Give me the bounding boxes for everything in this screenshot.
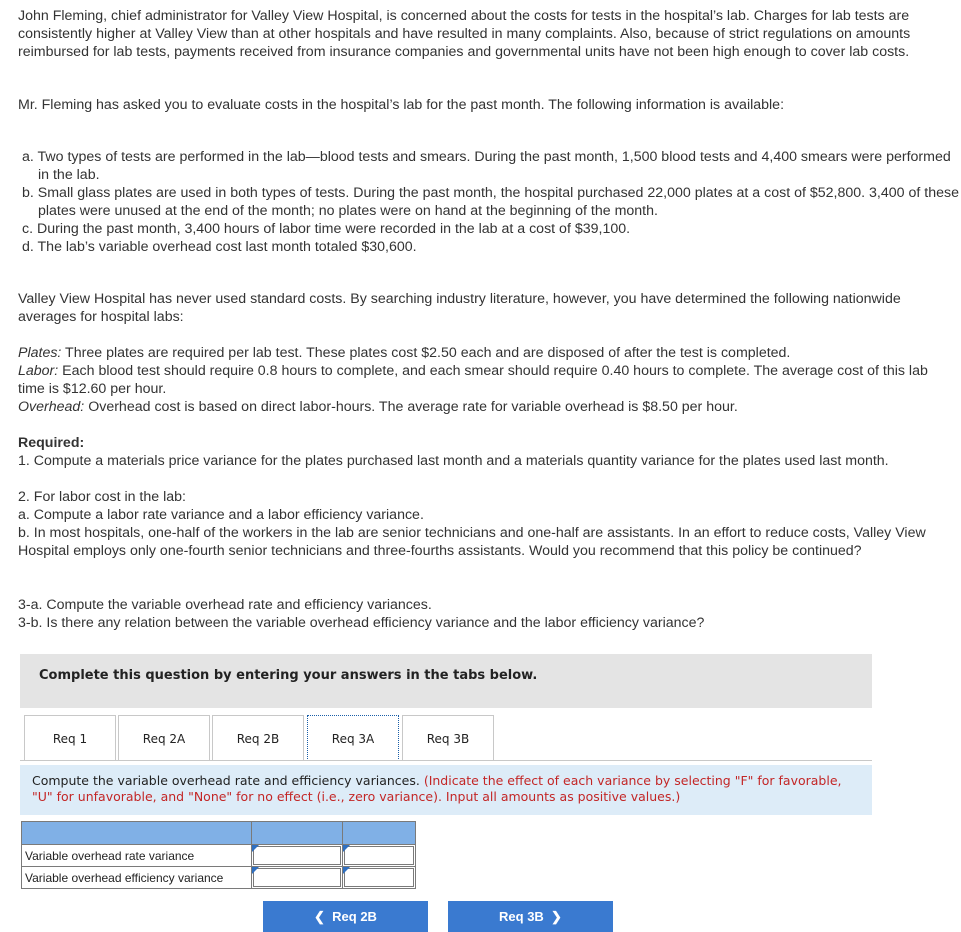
fact-c: c. During the past month, 3,400 hours of labor time were recorded in the lab at a cost of $39,100. bbox=[22, 221, 631, 237]
input-box[interactable] bbox=[253, 868, 341, 887]
standard-overhead bbox=[18, 398, 953, 416]
tab-req-3a[interactable]: Req 3A bbox=[307, 715, 399, 761]
tab-divider bbox=[20, 760, 872, 761]
rate-variance-effect-select[interactable] bbox=[343, 845, 416, 867]
input-marker-icon bbox=[252, 867, 259, 874]
table-row bbox=[22, 845, 416, 867]
efficiency-variance-amount-input[interactable] bbox=[252, 867, 343, 889]
overhead-text: Overhead cost is based on direct labor-hours. The average rate for variable overhead is $8.50 per hour. bbox=[84, 399, 738, 415]
question-instruction bbox=[20, 765, 872, 815]
prev-req-2b-button[interactable] bbox=[263, 901, 428, 932]
tab-req-2a[interactable]: Req 2A bbox=[118, 715, 210, 761]
plates-label: Plates: bbox=[18, 345, 62, 361]
plates-text: Three plates are required per lab test. These plates cost $2.50 each and are disposed of after the test is completed. bbox=[61, 345, 791, 361]
fact-a: a. Two types of tests are performed in the lab—blood tests and smears. During the past month, 1,500 blood tests and 4,400 smears were performed in the lab. bbox=[22, 149, 951, 183]
required-3a: 3-a. Compute the variable overhead rate and efficiency variances. bbox=[18, 597, 432, 613]
next-req-3b-button[interactable] bbox=[448, 901, 613, 932]
header-cell-effect bbox=[343, 822, 416, 845]
intro-paragraph-1: John Fleming, chief administrator for Valley View Hospital, is concerned about the costs for tests in the hospital’s lab. Charges for lab tests are consistently higher at Valley View than at other hospitals and have resulted in many complaints. Also, because of strict regulations on amounts reimbursed for lab tests, payments received from insurance companies and governmental units have not been high enough to cover lab costs. bbox=[18, 8, 911, 60]
intro-paragraph-2: Mr. Fleming has asked you to evaluate costs in the hospital’s lab for the past month. The following information is available: bbox=[18, 97, 785, 113]
select-box[interactable] bbox=[344, 868, 414, 887]
answer-table bbox=[21, 821, 416, 889]
chevron-right-icon: ❯ bbox=[543, 909, 562, 924]
required-3b: 3-b. Is there any relation between the variable overhead efficiency variance and the labor efficiency variance? bbox=[18, 615, 705, 631]
required-1: 1. Compute a materials price variance for the plates purchased last month and a materials quantity variance for the plates used last month. bbox=[18, 453, 889, 469]
header-cell-amount bbox=[252, 822, 343, 845]
prev-button-label: Req 2B bbox=[332, 909, 377, 924]
labor-text: Each blood test should require 0.8 hours to complete, and each smear should require 0.40 hours to complete. The average cost of this lab time is $12.60 per hour. bbox=[18, 363, 928, 397]
tab-req-3b[interactable]: Req 3B bbox=[402, 715, 494, 761]
table-header-row bbox=[22, 822, 416, 845]
standard-labor bbox=[18, 362, 953, 398]
table-row bbox=[22, 867, 416, 889]
header-cell-label bbox=[22, 822, 252, 845]
instruction-main: Compute the variable overhead rate and efficiency variances. bbox=[32, 773, 424, 788]
input-marker-icon bbox=[343, 867, 350, 874]
row-label-rate-variance: Variable overhead rate variance bbox=[22, 845, 252, 867]
fact-d: d. The lab’s variable overhead cost last month totaled $30,600. bbox=[22, 239, 417, 255]
input-box[interactable] bbox=[253, 846, 341, 865]
labor-label: Labor: bbox=[18, 363, 59, 379]
instructions-banner bbox=[20, 654, 872, 708]
tab-req-1[interactable]: Req 1 bbox=[24, 715, 116, 761]
fact-b: b. Small glass plates are used in both types of tests. During the past month, the hospital purchased 22,000 plates at a cost of $52,800. 3,400 of these plates were unused at the end of the month; no plates were on hand at the beginning of the month. bbox=[22, 185, 959, 219]
chevron-left-icon: ❮ bbox=[314, 909, 333, 924]
required-2: 2. For labor cost in the lab: bbox=[18, 489, 186, 505]
standard-plates bbox=[18, 344, 953, 362]
required-2b: b. In most hospitals, one-half of the workers in the lab are senior technicians and one-half are assistants. In an effort to reduce costs, Valley View Hospital employs only one-fourth senior technicians and three-fourths assistants. Would you recommend that this policy be continued? bbox=[18, 525, 926, 559]
instruction-note: (Indicate the effect of each variance by selecting "F" for favorable, "U" for unfavorable, and "None" for no effect (i.e., zero variance). Input all amounts as positive values.) bbox=[32, 773, 842, 804]
banner-text: Complete this question by entering your answers in the tabs below. bbox=[39, 668, 538, 683]
rate-variance-amount-input[interactable] bbox=[252, 845, 343, 867]
input-marker-icon bbox=[252, 845, 259, 852]
efficiency-variance-effect-select[interactable] bbox=[343, 867, 416, 889]
overhead-label: Overhead: bbox=[18, 399, 85, 415]
standards-intro: Valley View Hospital has never used standard costs. By searching industry literature, however, you have determined the following nationwide averages for hospital labs: bbox=[18, 291, 901, 325]
row-label-efficiency-variance: Variable overhead efficiency variance bbox=[22, 867, 252, 889]
next-button-label: Req 3B bbox=[499, 909, 544, 924]
required-2a: a. Compute a labor rate variance and a labor efficiency variance. bbox=[18, 507, 424, 523]
input-marker-icon bbox=[343, 845, 350, 852]
select-box[interactable] bbox=[344, 846, 414, 865]
tab-req-2b[interactable]: Req 2B bbox=[212, 715, 304, 761]
required-heading: Required: bbox=[18, 435, 85, 451]
